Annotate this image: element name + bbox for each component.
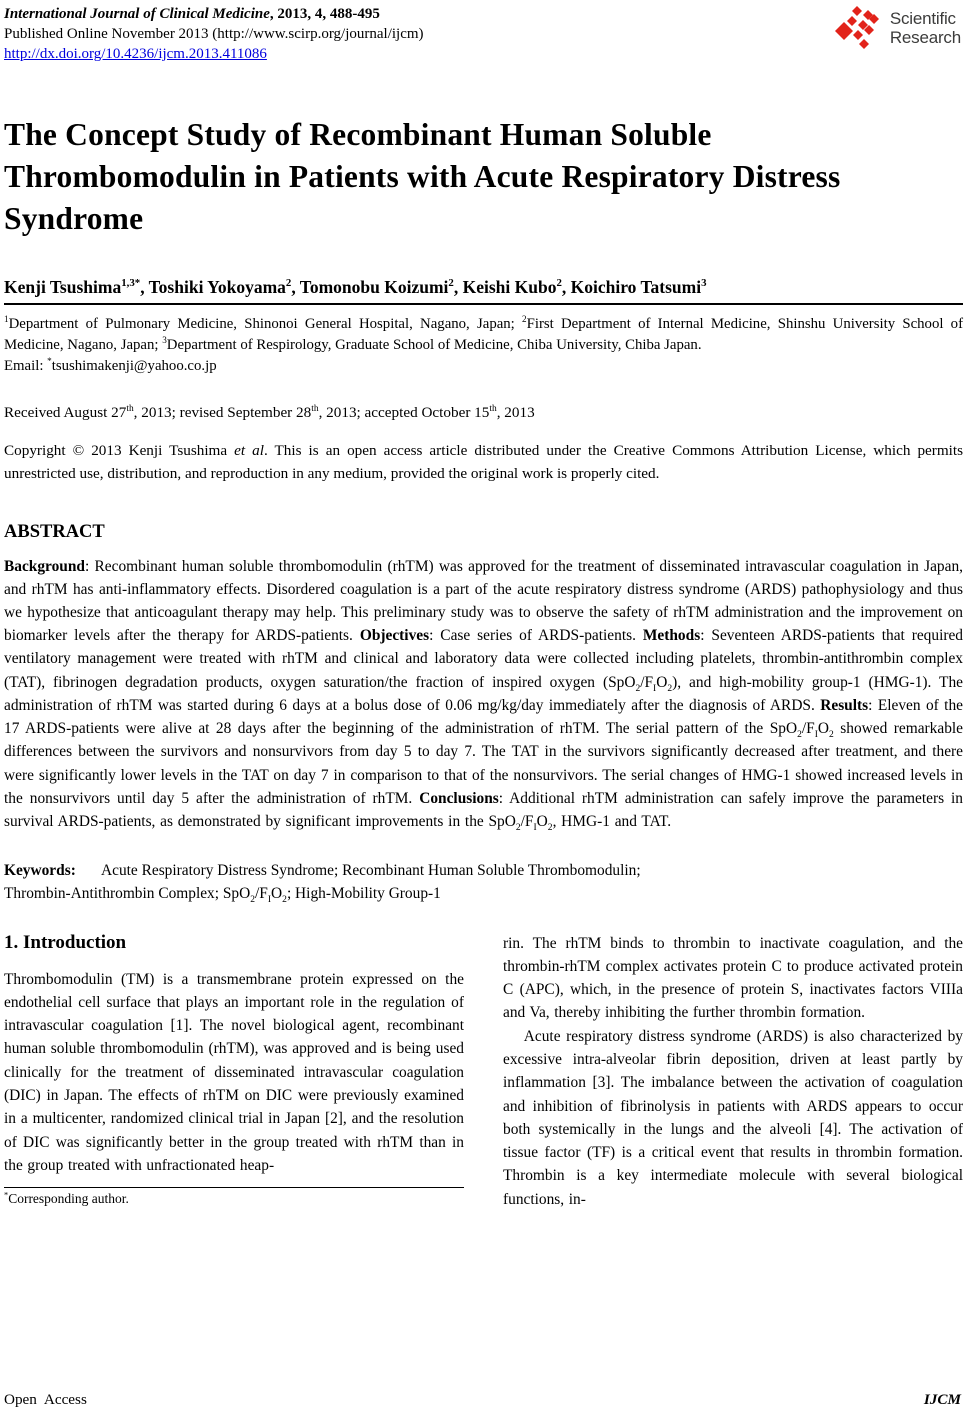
authors-line: Kenji Tsushima$^{1,3*}$, Toshiki Yokoyama$^2$, Tomonobu Koizumi$^2$, Keishi Kubo$^2$, Koichiro Tatsumi$^3$ [4,276,707,297]
authors-divider [4,303,963,305]
publisher-name-line2: Research [889,28,961,47]
abstract-text: Background: Recombinant human soluble thrombomodulin (rhTM) was approved for the treatment of disseminated intravascular coagulation in Japan, and rhTM has anti-inflammatory effects. Disordered coagulation is a part of the acute respiratory distress syndrome (ARDS) pathophysiology and thus we hypothesize that anticoagulant therapy may help. This preliminary study was to observe the safety of rhTM administration and the improvement on biomarker levels after the therapy for ARDS-patients. Objectives: Case series of ARDS-patients. Methods: Seventeen ARDS-patients that required ventilatory management were treated with rhTM and clinical and laboratory data were collected including platelets, thrombin-antithrombin complex (TAT), fibrinogen degradation products, oxygen saturation/the fraction of inspired oxygen $(SpO_2/F_IO_2)$, and high-mobility group-1 (HMG-1). The administration of rhTM was started during 6 days at a bolus dose of 0.06 mg/kg/day immediately after the diagnosis of ARDS. Results: Eleven of the 17 ARDS-patients were alive at 28 days after the beginning of the administration of rhTM. The serial pattern of the $SpO_2/F_IO_2$ showed remarkable differences between the survivors and nonsurvivors from day 5 to day 7. The TAT in the survivors significantly decreased after treatment, and there were significantly lower levels in the TAT on day 7 in comparison to that of the nonsurvivors. The serial changes of HMG-1 showed increased levels in the nonsurvivors until day 5 after the administration of rhTM. Conclusions: Additional rhTM administration can safely improve the parameters in survival ARDS-patients, as demonstrated by significant improvements in the $SpO_2/F_IO_2$, HMG-1 and TAT. [4,557,964,833]
doi-link[interactable]: http://dx.doi.org/10.4236/ijcm.2013.411086 [4,46,267,62]
affiliations: $^1$Department of Pulmonary Medicine, Shinonoi General Hospital, Nagano, Japan; $^2$First Department of Internal Medicine, Shinshu University School of Medicine, Nagano, Japan; $^3$Department of Respirology, Graduate School of Medicine, Chiba University, Chiba Japan. [4,313,964,353]
left-column [4,932,464,1212]
open-access-label: Open Access [4,1391,87,1408]
right-column [503,932,963,1212]
journal-header-text [4,4,424,64]
intro-paragraph-1: Thrombomodulin (TM) is a transmembrane protein expressed on the endothelial cell surface that plays an important role in the regulation of intravascular coagulation [1]. The novel biological agent, recombinant human soluble thrombomodulin (rhTM), was approved and is being used clinically for the treatment of disseminated intravascular coagulation (DIC) in Japan. The effects of rhTM on DIC were previously examined in a multicenter, randomized clinical trial in Japan [2], and the resolution of DIC was significantly better in the group treated with rhTM than in the group treated with unfractionated heap- [4,970,464,1174]
intro-paragraph-3: Acute respiratory distress syndrome (ARDS) is also characterized by excessive intra-alveolar fibrin deposition, driven at least partly by inflammation [3]. The imbalance between the activation of coagulation and inhibition of fibrinolysis in patients with ARDS appears to occur both systemically in the lungs and the alveoli [4]. The activation of tissue factor (TF) is a critical event that results in thrombin formation. Thrombin is a key intermediate molecule with several biological functions, in- [503,1027,963,1208]
article-title: The Concept Study of Recombinant Human Soluble Thrombomodulin in Patients with Acute Respiratory Distress Syndrome [4,117,841,236]
page-footer [4,1391,961,1409]
keywords-list: Acute Respiratory Distress Syndrome; Recombinant Human Soluble Thrombomodulin; Thrombin-Antithrombin Complex; $SpO_2/F_IO_2$; High-Mobility Group-1 [4,862,641,906]
email-line: Email: *tsushimakenji@yahoo.co.jp [4,355,217,374]
intro-paragraph-2: rin. The rhTM binds to thrombin to inactivate coagulation, and the thrombin-rhTM complex activates protein C to produce activated protein C (APC), which, in the presence of protein S, inactivates factors VIIIa and Va, thereby inhibiting the further thrombin formation. [503,934,963,1022]
publisher-name-line1: Scientific [889,9,956,28]
publisher-name [890,9,961,47]
keywords-label: Keywords: [4,862,76,880]
published-line: Published Online November 2013 (http://www.scirp.org/journal/ijcm) [4,26,424,42]
journal-abbreviation: IJCM [923,1391,961,1408]
section-heading-introduction: 1. Introduction [4,931,127,953]
received-line: Received August 27th, 2013; revised September 28th, 2013; accepted October 15th, 2013 [4,403,535,421]
body-columns [4,932,963,1212]
publisher-logo [834,6,961,54]
scirp-diamonds-icon [834,6,886,54]
journal-header [4,4,963,64]
journal-citation: International Journal of Clinical Medicine, 2013, 4, 488-495 [4,6,380,22]
abstract-heading: ABSTRACT [4,521,105,542]
copyright-notice: Copyright © 2013 Kenji Tsushima et al. This is an open access article distributed under the Creative Commons Attribution License, which permits unrestricted use, distribution, and reproduction in any medium, provided the original work is properly cited. [4,441,963,482]
corresponding-author-footnote: *Corresponding author. [4,1187,464,1207]
keywords-block [4,859,963,905]
